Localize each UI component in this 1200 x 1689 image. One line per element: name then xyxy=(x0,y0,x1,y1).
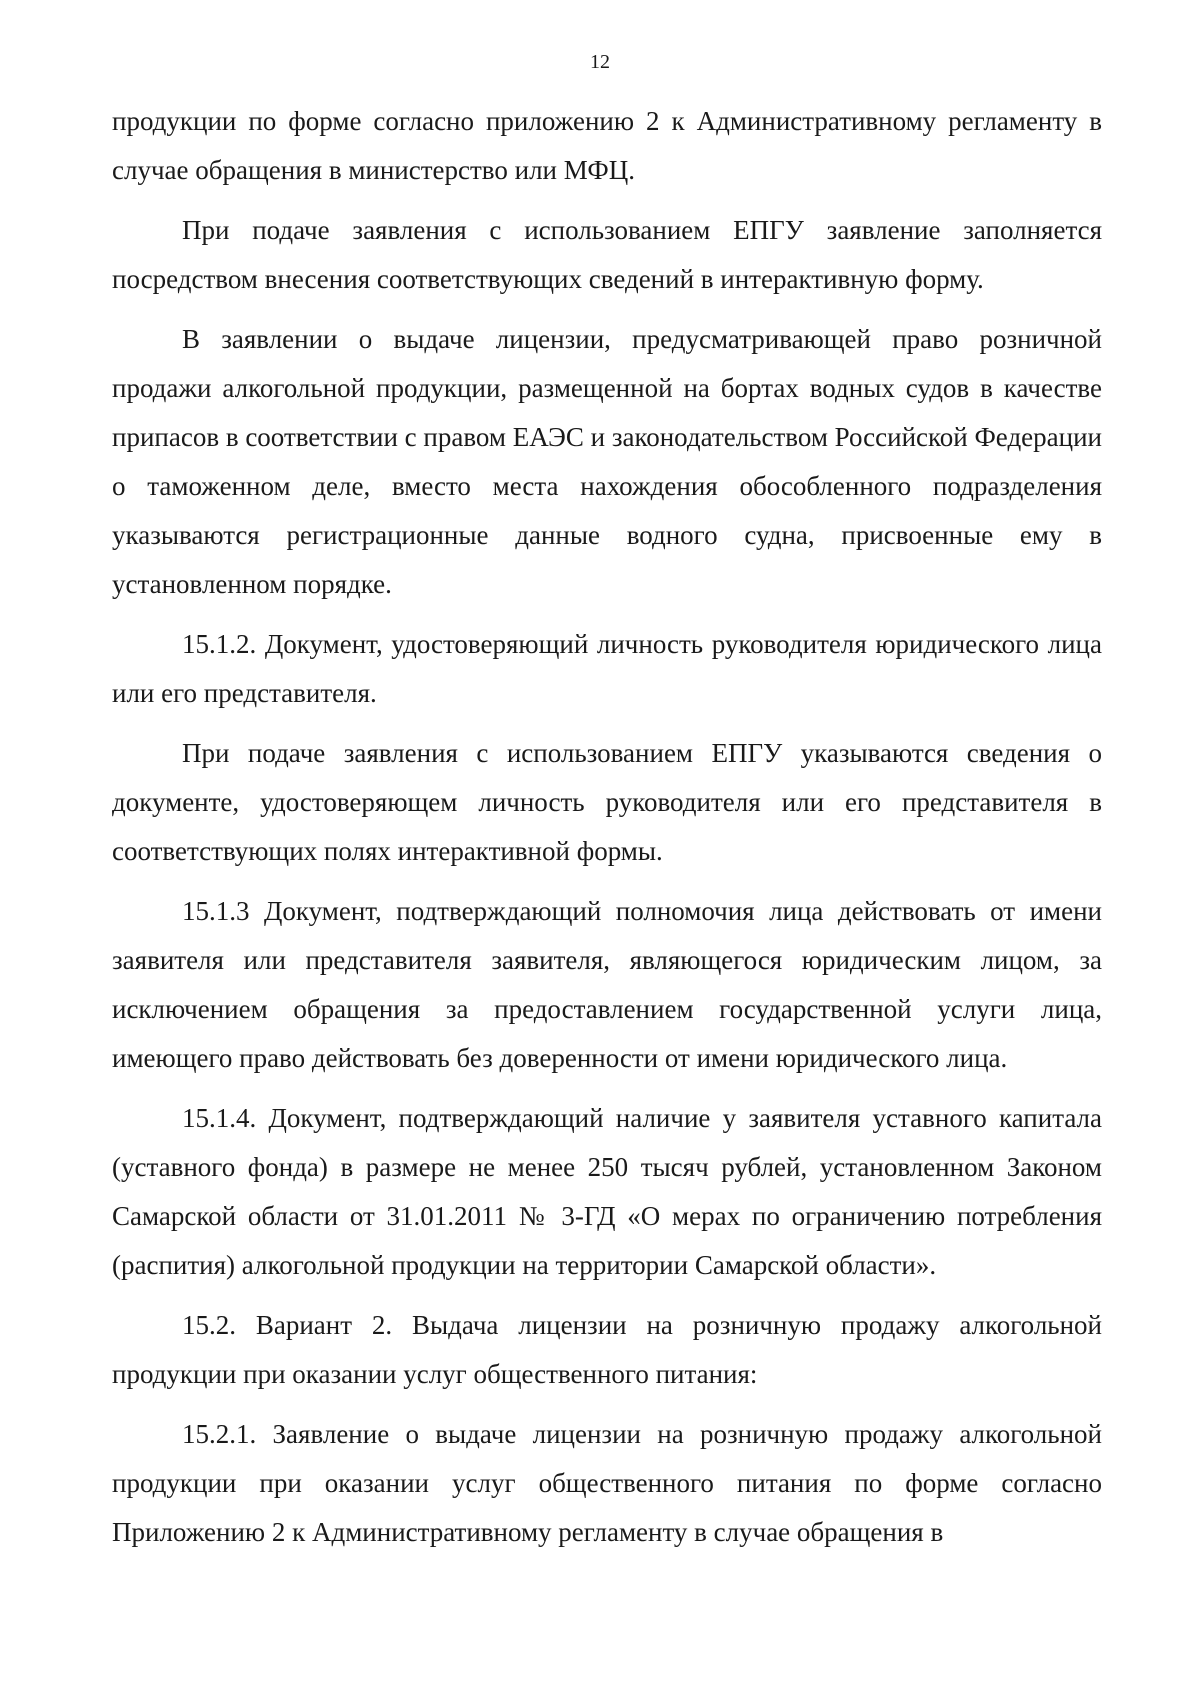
paragraph: При подаче заявления с использованием ЕПГУ заявление заполняется посредством внесения соответствующих сведений в интерактивную форму. xyxy=(112,215,1102,294)
paragraph: 15.2. Вариант 2. Выдача лицензии на розничную продажу алкогольной продукции при оказании услуг общественного питания: xyxy=(112,1310,1102,1389)
page-number: 12 xyxy=(590,51,610,73)
paragraph: При подаче заявления с использованием ЕПГУ указываются сведения о документе, удостоверяющем личность руководителя или его представителя в соответствующих полях интерактивной формы. xyxy=(112,738,1102,866)
paragraph: В заявлении о выдаче лицензии, предусматривающей право розничной продажи алкогольной продукции, размещенной на бортах водных судов в качестве припасов в соответствии с правом ЕАЭС и законодательством Российской Федерации о таможенном деле, вместо места нахождения обособленного подразделения указываются регистрационные данные водного судна, присвоенные ему в установленном порядке. xyxy=(112,324,1102,599)
paragraph: 15.1.4. Документ, подтверждающий наличие у заявителя уставного капитала (уставного фонда) в размере не менее 250 тысяч рублей, установленном Законом Самарской области от 31.01.2011 № 3-ГД «О мерах по ограничению потребления (распития) алкогольной продукции на территории Самарской области». xyxy=(112,1103,1102,1280)
paragraph: 15.1.2. Документ, удостоверяющий личность руководителя юридического лица или его представителя. xyxy=(112,629,1102,708)
document-body xyxy=(112,97,1102,1568)
paragraph: 15.2.1. Заявление о выдаче лицензии на розничную продажу алкогольной продукции при оказании услуг общественного питания по форме согласно Приложению 2 к Административному регламенту в случае обращения в xyxy=(112,1419,1102,1547)
paragraph: 15.1.3 Документ, подтверждающий полномочия лица действовать от имени заявителя или представителя заявителя, являющегося юридическим лицом, за исключением обращения за предоставлением государственной услуги лица, имеющего право действовать без доверенности от имени юридического лица. xyxy=(112,896,1102,1073)
paragraph: продукции по форме согласно приложению 2 к Административному регламенту в случае обращения в министерство или МФЦ. xyxy=(112,106,1102,185)
